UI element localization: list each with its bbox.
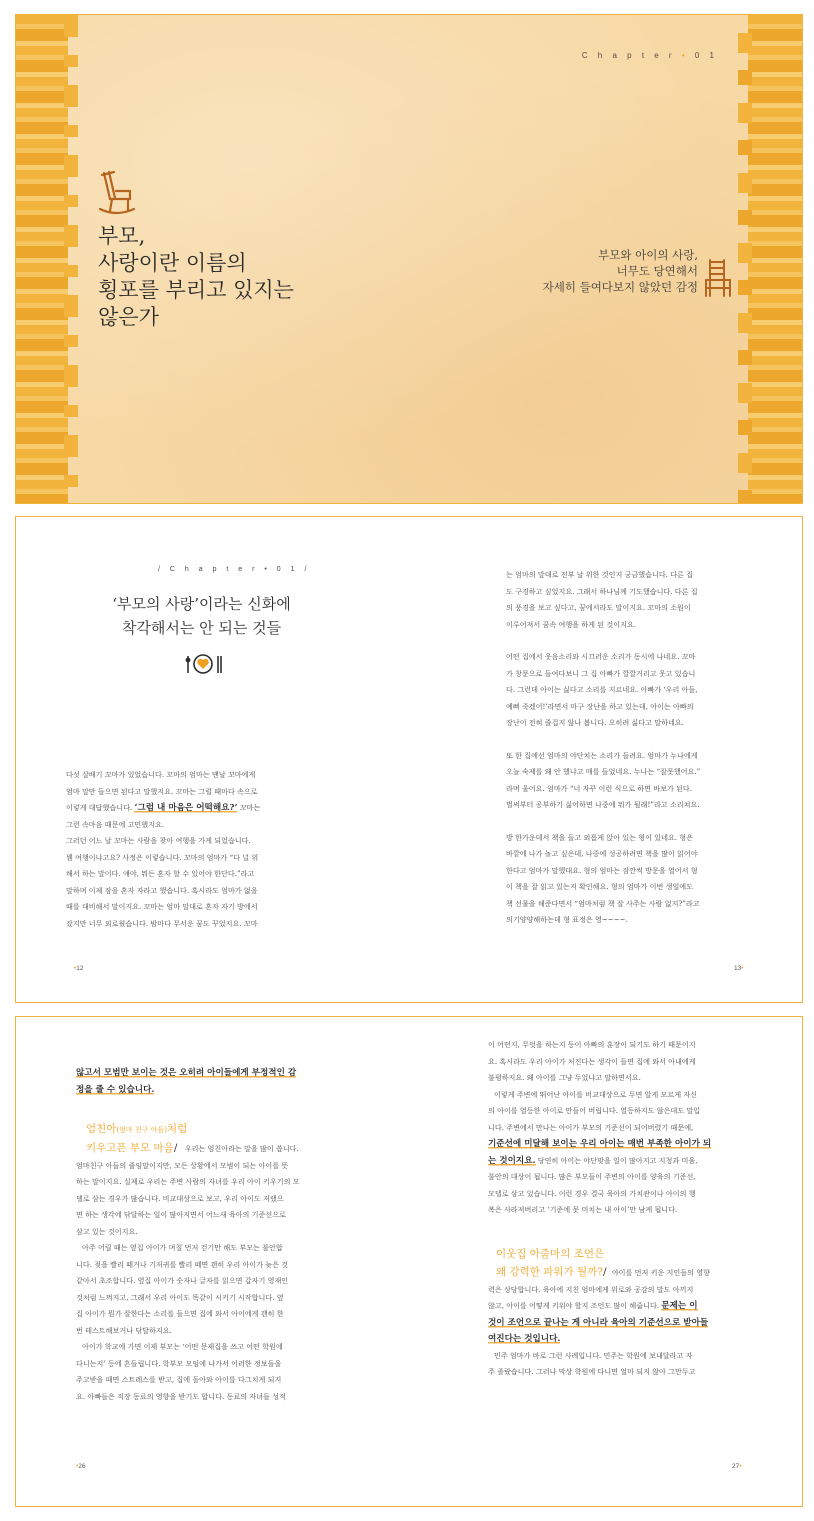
highlighted-quote: ‘그럼 내 마음은 어떡해요?’ bbox=[134, 803, 238, 813]
chapter-opener-spread bbox=[15, 14, 803, 504]
book-spread-pages-26-27 bbox=[15, 1016, 803, 1507]
body-line: 않고, 아이를 어떻게 키워야 할지 조언도 많이 해줍니다. bbox=[488, 1301, 660, 1310]
highlighted-line: 문제는 이 bbox=[661, 1301, 698, 1311]
body-line: 델로 삼는 경우가 많습니다. 비교대상으로 보고, 우리 아이도 저랬으 bbox=[76, 1193, 284, 1203]
body-line: 이렇게 대답했습니다. bbox=[66, 803, 133, 812]
chapter-label: / C h a p t e r • 0 1 / bbox=[158, 566, 311, 573]
body-line: 이 책을 잘 읽고 있는지 확인해요. 형의 엄마가 이번 생일에도 bbox=[506, 882, 694, 891]
body-line: 다니는지’ 등에 흔들립니다. 학부모 모임에 나가서 이러한 정보들을 bbox=[76, 1358, 282, 1368]
highlighted-line: 않고서 모범만 보이는 것은 오히려 아이들에게 부정적인 감 bbox=[76, 1068, 297, 1078]
body-line: 장난이 전혀 즐겁지 않나 봅니다. 오히려 싫다고 말하네요. bbox=[506, 718, 684, 727]
page-12-body bbox=[66, 767, 334, 932]
body-line: 말하며 이제 잠을 혼자 자라고 했습니다. 혹시라도 엄마가 없을 bbox=[66, 885, 258, 895]
body-line: 주고받을 때면 스트레스를 받고, 집에 돌아와 아이를 다그치게 되지 bbox=[76, 1375, 282, 1384]
body-line: 하는 말이지요. 실제로 우리는 주변 사람의 자녀를 우리 아이 키우기의 모 bbox=[76, 1177, 300, 1186]
title-line: 사랑이란 이름의 bbox=[98, 251, 247, 275]
title-line: 착각해서는 안 되는 것들 bbox=[121, 619, 282, 637]
body-line: 의 풍경을 보고 싶다고, 꿈에서라도 말이지요. 꼬마의 소원이 bbox=[506, 603, 691, 612]
subtitle-line: 자세히 들여다보지 않았던 감정 bbox=[542, 280, 698, 294]
title-line: 않은가 bbox=[98, 305, 159, 329]
chapter-dot: • bbox=[681, 51, 689, 60]
body-line: 당연히 아이는 야단맞을 일이 많아지고 지청과 미움, bbox=[537, 1155, 698, 1165]
body-line: 한다고 엄마가 말했대요. 형의 엄마는 잠깐씩 방문을 열어서 형 bbox=[506, 865, 698, 875]
body-line: 복은 사라져버리고 ‘기준에 못 미치는 내 아이’만 남게 됩니다. bbox=[488, 1205, 678, 1214]
body-line: 또 한 집에선 엄마의 야단치는 소리가 들려요. 엄마가 누나에게 bbox=[506, 750, 698, 760]
page-number: 26 bbox=[78, 1463, 86, 1470]
subheading-text: 이웃집 아줌마의 조언은 bbox=[496, 1247, 605, 1260]
subheading-note: (엄마 친구 아들) bbox=[116, 1126, 167, 1134]
body-line: 웬 여행이냐고요? 사정은 이렇습니다. 꼬마의 엄마가 “다 널 위 bbox=[66, 852, 259, 862]
chapter-subtitle bbox=[543, 247, 698, 295]
page-number-27: 27• bbox=[732, 1463, 742, 1470]
body-line: 어떤 집에서 웃음소리와 시끄러운 소리가 동시에 나네요. 꼬마 bbox=[506, 652, 696, 661]
body-line: 니다. 주변에서 만나는 아이가 부모의 기준선이 되어버렸기 때문에, bbox=[488, 1122, 694, 1132]
body-line: 민주 엄마가 바로 그런 사례입니다. 민주는 학원에 보내달라고 자 bbox=[494, 1350, 693, 1360]
subheading-text: 키우고픈 부모 마음 bbox=[86, 1142, 174, 1154]
chapter-label-text: C h a p t e r bbox=[581, 51, 676, 60]
body-line: 이 어떤지, 무엇을 하는지 등이 아빠의 훈장이 되기도 하기 때문이지 bbox=[488, 1040, 696, 1049]
highlighted-line: 기준선에 미달해 보이는 우리 아이는 매번 부족한 아이가 되 bbox=[488, 1139, 712, 1149]
body-line: 삼고 있는 것이지요. bbox=[76, 1226, 138, 1236]
body-line: 꼬마는 bbox=[239, 803, 261, 812]
rocking-chair-icon bbox=[96, 169, 136, 217]
subtitle-line: 부모와 아이의 사랑, bbox=[598, 248, 698, 262]
page-number: 13 bbox=[734, 965, 742, 972]
body-line: 번 테스트해보거나 닦달하지요. bbox=[76, 1325, 172, 1335]
body-line: 불평하지요. 왜 아이를 그냥 두었냐고 말하면서요. bbox=[488, 1073, 641, 1082]
body-line: 그런 속마음 때문에 고민했지요. bbox=[66, 819, 165, 829]
body-line: 같아서 초조합니다. 옆집 아이가 숫자나 글자를 읽으면 갑자기 영재인 bbox=[76, 1276, 289, 1285]
page-number: 27 bbox=[732, 1463, 740, 1470]
body-line: 아이가 학교에 가면 이제 부모는 ‘어떤 문제집을 쓰고 어떤 학원에 bbox=[82, 1342, 283, 1351]
page-27-body bbox=[488, 1037, 768, 1381]
body-line: 라며 울어요. 엄마가 “너 자꾸 이런 식으로 하면 바보가 된다. bbox=[506, 783, 693, 793]
chapter-label bbox=[582, 51, 718, 60]
body-line: 해서 하는 말이다. 얘야, 뭐든 혼자 할 수 있어야 한단다.”라고 bbox=[66, 869, 255, 878]
body-line: 의 아이를 열등한 아이로 만들어 버립니다. 열등하지도 않은데도 말입 bbox=[488, 1106, 701, 1115]
body-line: 것처럼 느껴지고, 그래서 우리 아이도 똑같이 시키기 시작합니다. 옆 bbox=[76, 1292, 284, 1302]
body-line: 엄마 말만 들으면 된다고 말했지요. 꼬마는 그럴 때마다 속으로 bbox=[66, 786, 258, 796]
body-line: 책 선물을 해준다면서 “엄마처럼 책 잘 사주는 사람 없지?”라고 bbox=[506, 898, 700, 908]
body-line: 니다. 젖을 빨리 떼거나 기저귀를 빨리 떼면 괜히 우리 아이가 늦은 것 bbox=[76, 1259, 289, 1269]
body-line: 잤지만 너무 외로웠습니다. 밤마다 무서운 꿈도 꾸었지요. 꼬마 bbox=[66, 918, 258, 928]
body-line: 력은 상당합니다. 육아에 지친 엄마에게 위로와 공감의 말도 아끼지 bbox=[488, 1284, 694, 1294]
title-line: 부모, bbox=[98, 224, 146, 248]
subheading-text: 엄친아 bbox=[86, 1123, 117, 1135]
body-line: 오늘 숙제를 왜 안 했냐고 매를 들었네요. 누나는 “잘못했어요.” bbox=[506, 767, 701, 776]
body-line: 모델로 삼고 있습니다. 이런 경우 결국 육아의 가치관이나 아이의 행 bbox=[488, 1188, 696, 1198]
page-13-body bbox=[506, 567, 756, 929]
subheading-text: 처럼 bbox=[166, 1123, 188, 1135]
subheading: 이웃집 아줌마의 조언은 왜 강력한 파워가 될까?/ 아이를 먼저 키운 지인들의 영향 bbox=[488, 1245, 768, 1282]
page-number-13: 13• bbox=[734, 965, 744, 972]
body-line: 주 졸랐습니다. 그러나 막상 학원에 다니면 얼마 되지 않아 그만두고 bbox=[488, 1367, 696, 1376]
body-line: 가 창문으로 들여다보니 그 집 아빠가 깔깔거리고 웃고 있습니 bbox=[506, 668, 696, 678]
subheading: 엄친아(엄마 친구 아들)처럼 키우고픈 부모 마음/ 우리는 엄친아라는 말을 많이 씁니다. bbox=[86, 1123, 299, 1154]
highlighted-line: 여진다는 것입니다. bbox=[488, 1334, 561, 1344]
chair-icon bbox=[704, 258, 732, 298]
title-line: 횡포를 부리고 있지는 bbox=[98, 278, 294, 302]
body-line: 다. 그런데 아이는 싫다고 소리를 지르네요. 아빠가 ‘우리 아들, bbox=[506, 685, 698, 694]
body-line: 아주 어릴 때는 옆집 아이가 며칠 먼저 걷기만 해도 부모는 불안합 bbox=[82, 1243, 283, 1252]
body-line: 그러던 어느 날 꼬마는 사람을 찾아 여행을 가게 되었습니다. bbox=[66, 836, 251, 845]
page-number: 12 bbox=[76, 965, 84, 972]
body-line: 이렇게 주변에 뛰어난 아이를 비교대상으로 두면 알게 모르게 자신 bbox=[494, 1089, 698, 1099]
body-line: 의기양양해하는데 형 표정은 영~~~~. bbox=[506, 915, 628, 924]
highlighted-line: 것이 조언으로 끝나는 게 아니라 육아의 기준선으로 받아들 bbox=[488, 1317, 709, 1328]
body-line: 방 한가운데서 책을 들고 외롭게 앉아 있는 형이 있네요. 형은 bbox=[506, 832, 694, 842]
body-line: 이루어져서 꿈속 여행을 하게 된 것이지요. bbox=[506, 619, 637, 629]
body-line: 때를 대비해서 말이지요. 꼬마는 엄마 말대로 혼자 자기 방에서 bbox=[66, 902, 258, 911]
page-26-body bbox=[76, 1065, 346, 1405]
chapter-number: 0 1 bbox=[694, 51, 718, 60]
body-line: 벌써부터 공부하기 싫어하면 나중에 뭐가 될래!”라고 소리쳐요. bbox=[506, 800, 700, 809]
body-line: 는 엄마의 말대로 전부 날 위한 것인지 궁금했습니다. 다른 집 bbox=[506, 570, 694, 579]
body-line: 불안의 대상이 됩니다. 많은 부모들이 주변의 아이를 양육의 기준선, bbox=[488, 1172, 696, 1181]
subheading-text: 왜 강력한 파워가 될까? bbox=[496, 1265, 603, 1278]
subtitle-line: 너무도 당연해서 bbox=[616, 264, 698, 278]
body-line: 다섯 살배기 꼬마가 있었습니다. 꼬마의 엄마는 맨날 꼬마에게 bbox=[66, 770, 256, 779]
page-number-12: •12 bbox=[74, 965, 84, 972]
page-number-26: •26 bbox=[76, 1463, 86, 1470]
body-line: 요. 혹시라도 우리 아이가 처진다는 생각이 들면 집에 와서 아내에게 bbox=[488, 1056, 696, 1066]
body-line: 면 하는 생각에 닦달하는 일이 많아지면서 어느새 육아의 기준선으로 bbox=[76, 1210, 286, 1219]
book-spread-pages-12-13 bbox=[15, 516, 803, 1003]
body-line: 도 구경하고 싶었지요. 그래서 하나님께 기도했습니다. 다른 집 bbox=[506, 586, 698, 596]
highlighted-line: 는 것이지요. bbox=[488, 1155, 536, 1166]
highlighted-line: 정을 줄 수 있습니다. bbox=[76, 1084, 155, 1095]
section-title bbox=[74, 592, 329, 640]
body-line: 예뻐 죽겠어!’라면서 마구 장난을 하고 있는데, 아이는 아빠의 bbox=[506, 701, 694, 711]
torn-paper-left-edge bbox=[16, 15, 68, 503]
heart-plate-icon bbox=[180, 653, 230, 675]
body-line: 아이를 먼저 키운 지인들의 영향 bbox=[611, 1267, 710, 1277]
chapter-title bbox=[98, 223, 294, 331]
body-line: 엄마친구 아들의 줄임말이지만, 모든 상황에서 모범이 되는 아이를 뜻 bbox=[76, 1160, 289, 1170]
body-line: 집 아이가 뭔가 잘한다는 소리를 들으면 집에 와서 아이에게 괜히 한 bbox=[76, 1309, 284, 1318]
torn-paper-right-edge bbox=[748, 15, 802, 503]
body-line: 바깥에 나가 놀고 싶은데, 나중에 성공하려면 책을 많이 읽어야 bbox=[506, 849, 698, 858]
title-line: ‘부모의 사랑’이라는 신화에 bbox=[112, 595, 291, 613]
body-line: 우리는 엄친아라는 말을 많이 씁니다. bbox=[184, 1144, 299, 1153]
body-line: 요. 아빠들은 직장 동료의 영향을 받기도 합니다. 동료의 자녀들 성적 bbox=[76, 1391, 286, 1401]
